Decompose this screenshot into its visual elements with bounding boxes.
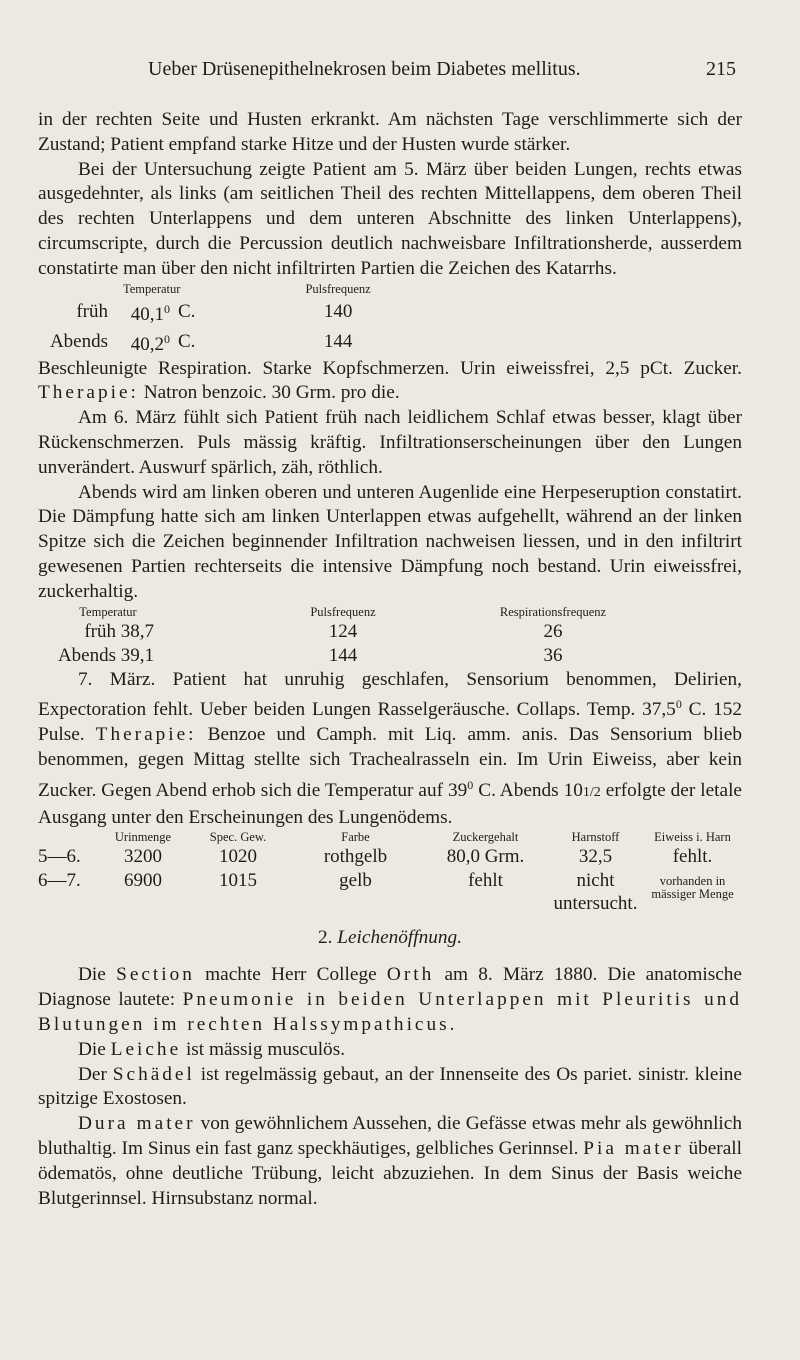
row-label: Abends <box>49 330 108 352</box>
menge-cell: 3200 <box>124 846 162 868</box>
menge-cell: 6900 <box>124 870 162 892</box>
resp-value: 36 <box>543 644 563 666</box>
temp-cell: Abends 39,1 <box>57 644 154 666</box>
farbe-cell: rothgelb <box>323 846 388 868</box>
text-body <box>38 108 742 1211</box>
farbe-cell: gelb <box>339 870 372 892</box>
page-number: 215 <box>706 58 736 80</box>
harnstoff-cell: nicht untersucht. <box>553 870 638 915</box>
urine-table <box>38 830 742 915</box>
running-title: Ueber Drüsenepithelnekrosen beim Diabetes mellitus. <box>148 58 581 80</box>
temp-unit: C. <box>178 330 196 352</box>
puls-value: 140 <box>323 300 353 322</box>
temp-value: 40,1$^0$ <box>130 301 170 325</box>
running-header <box>0 58 800 88</box>
date-cell: 6—7. <box>38 870 81 892</box>
zucker-cell: fehlt <box>468 870 503 892</box>
vitals-table-6-march <box>38 605 638 668</box>
paragraph-2: Bei der Untersuchung zeigte Patient am 5. März über beiden Lungen, rechts etwas ausgedehnter, als links (am seitlichen Theil des rechten Mittellappens, dem oberen Theil des rechten Unterlappens und dem unteren Abschnitte des linken Unterlappens), circumscripte, durch die Percussion deutlich nachweisbare Infiltrationsherde, ausserdem constatirte man über den nicht infiltrirten Partien die Zeichen des Katarrhs. <box>38 158 742 279</box>
header-harnstoff: Harnstoff <box>571 830 620 845</box>
paragraph-3: Beschleunigte Respiration. Starke Kopfschmerzen. Urin eiweissfrei, 2,5 pCt. Zucker. Therapie: Natron benzoic. 30 Grm. pro die. <box>38 357 742 404</box>
paragraph-6: 7. März. Patient hat unruhig geschlafen, Sensorium benommen, Delirien, Expectoration fehlt. Ueber beiden Lungen Rasselgeräusche. Collaps. Temp. 37,5$^0$ C. 152 Pulse. Therapie: Benzoe und Camph. mit Liq. amm. anis. Das Sensorium blieb benommen, gegen Mittag stellte sich Trachealrasseln ein. Im Urin Eiweiss, aber kein Zucker. Gegen Abend erhob sich die Temperatur auf $39^0$ C. Abends 101/2 erfolgte der letale Ausgang unter den Erscheinungen des Lungenödems. <box>38 668 742 828</box>
header-spec-gew: Spec. Gew. <box>209 830 267 845</box>
zucker-cell: 80,0 Grm. <box>446 846 525 868</box>
harnstoff-cell: 32,5 <box>578 846 613 868</box>
puls-value: 124 <box>328 620 358 642</box>
puls-value: 144 <box>323 330 353 352</box>
header-respirationsfrequenz: Respirationsfrequenz <box>499 604 607 619</box>
date-cell: 5—6. <box>38 846 81 868</box>
gew-cell: 1020 <box>219 846 257 868</box>
resp-value: 26 <box>543 620 563 642</box>
section-heading: 2. Leichenöffnung. <box>317 927 463 949</box>
header-temperatur: Temperatur <box>123 281 181 296</box>
temp-cell: früh 38,7 <box>84 620 154 642</box>
paragraph-7: Die Section machte Herr College Orth am 8. März 1880. Die anatomische Diagnose lautete: Pneumonie in beiden Unterlappen mit Pleuritis und Blutungen im rechten Halssympathicus. <box>38 964 742 1035</box>
paragraph-10: Dura mater von gewöhnlichem Aussehen, die Gefässe etwas mehr als gewöhnlich bluthaltig. Im Sinus ein fast ganz speckhäutiges, gelbliches Gerinnsel. Pia mater überall ödematös, ohne deutliche Trübung, leicht abzuziehen. In dem Sinus der Basis weiche Blutgerinnsel. Hirnsubstanz normal. <box>38 1113 742 1209</box>
header-eiweiss: Eiweiss i. Harn <box>654 830 731 845</box>
puls-value: 144 <box>328 644 358 666</box>
row-label: früh <box>76 300 108 322</box>
header-pulsfrequenz: Pulsfrequenz <box>310 604 376 619</box>
header-farbe: Farbe <box>341 830 370 845</box>
header-urinmenge: Urinmenge <box>114 830 172 845</box>
paragraph-8: Die Leiche ist mässig musculös. <box>78 1038 346 1060</box>
header-zuckergehalt: Zuckergehalt <box>452 830 519 845</box>
temp-unit: C. <box>178 300 196 322</box>
header-pulsfrequenz: Pulsfrequenz <box>305 281 371 296</box>
temp-value: 40,2$^0$ <box>130 331 170 355</box>
paragraph-9: Der Schädel ist regelmässig gebaut, an der Innenseite des Os pariet. sinistr. kleine spitzige Exostosen. <box>38 1063 742 1110</box>
paragraph-4: Am 6. März fühlt sich Patient früh nach leidlichem Schlaf etwas besser, klagt über Rückenschmerzen. Puls mässig kräftig. Infiltrationserscheinungen über den Lungen unverändert. Auswurf spärlich, zäh, röthlich. <box>38 407 742 478</box>
eiweiss-cell: fehlt. <box>672 846 713 868</box>
paragraph-5: Abends wird am linken oberen und unteren Augenlide eine Herpeseruption constatirt. Die Dämpfung hatte sich am linken Unterlappen etwas aufgehellt, während an der linken Spitze sich die Zeichen beginnender Infiltration nachweisen liessen, und in den infiltrirt gewesenen Partien rechterseits die intensive Dämpfung noch bestand. Urin eiweissfrei, zuckerhaltig. <box>38 481 742 602</box>
gew-cell: 1015 <box>219 870 257 892</box>
paragraph-1: in der rechten Seite und Husten erkrankt. Am nächsten Tage verschlimmerte sich der Zustand; Patient empfand starke Hitze und der Husten wurde stärker. <box>38 109 742 155</box>
header-temperatur: Temperatur <box>79 604 137 619</box>
vitals-table-5-march <box>38 282 371 357</box>
eiweiss-cell: vorhanden in mässiger Menge <box>651 874 734 902</box>
